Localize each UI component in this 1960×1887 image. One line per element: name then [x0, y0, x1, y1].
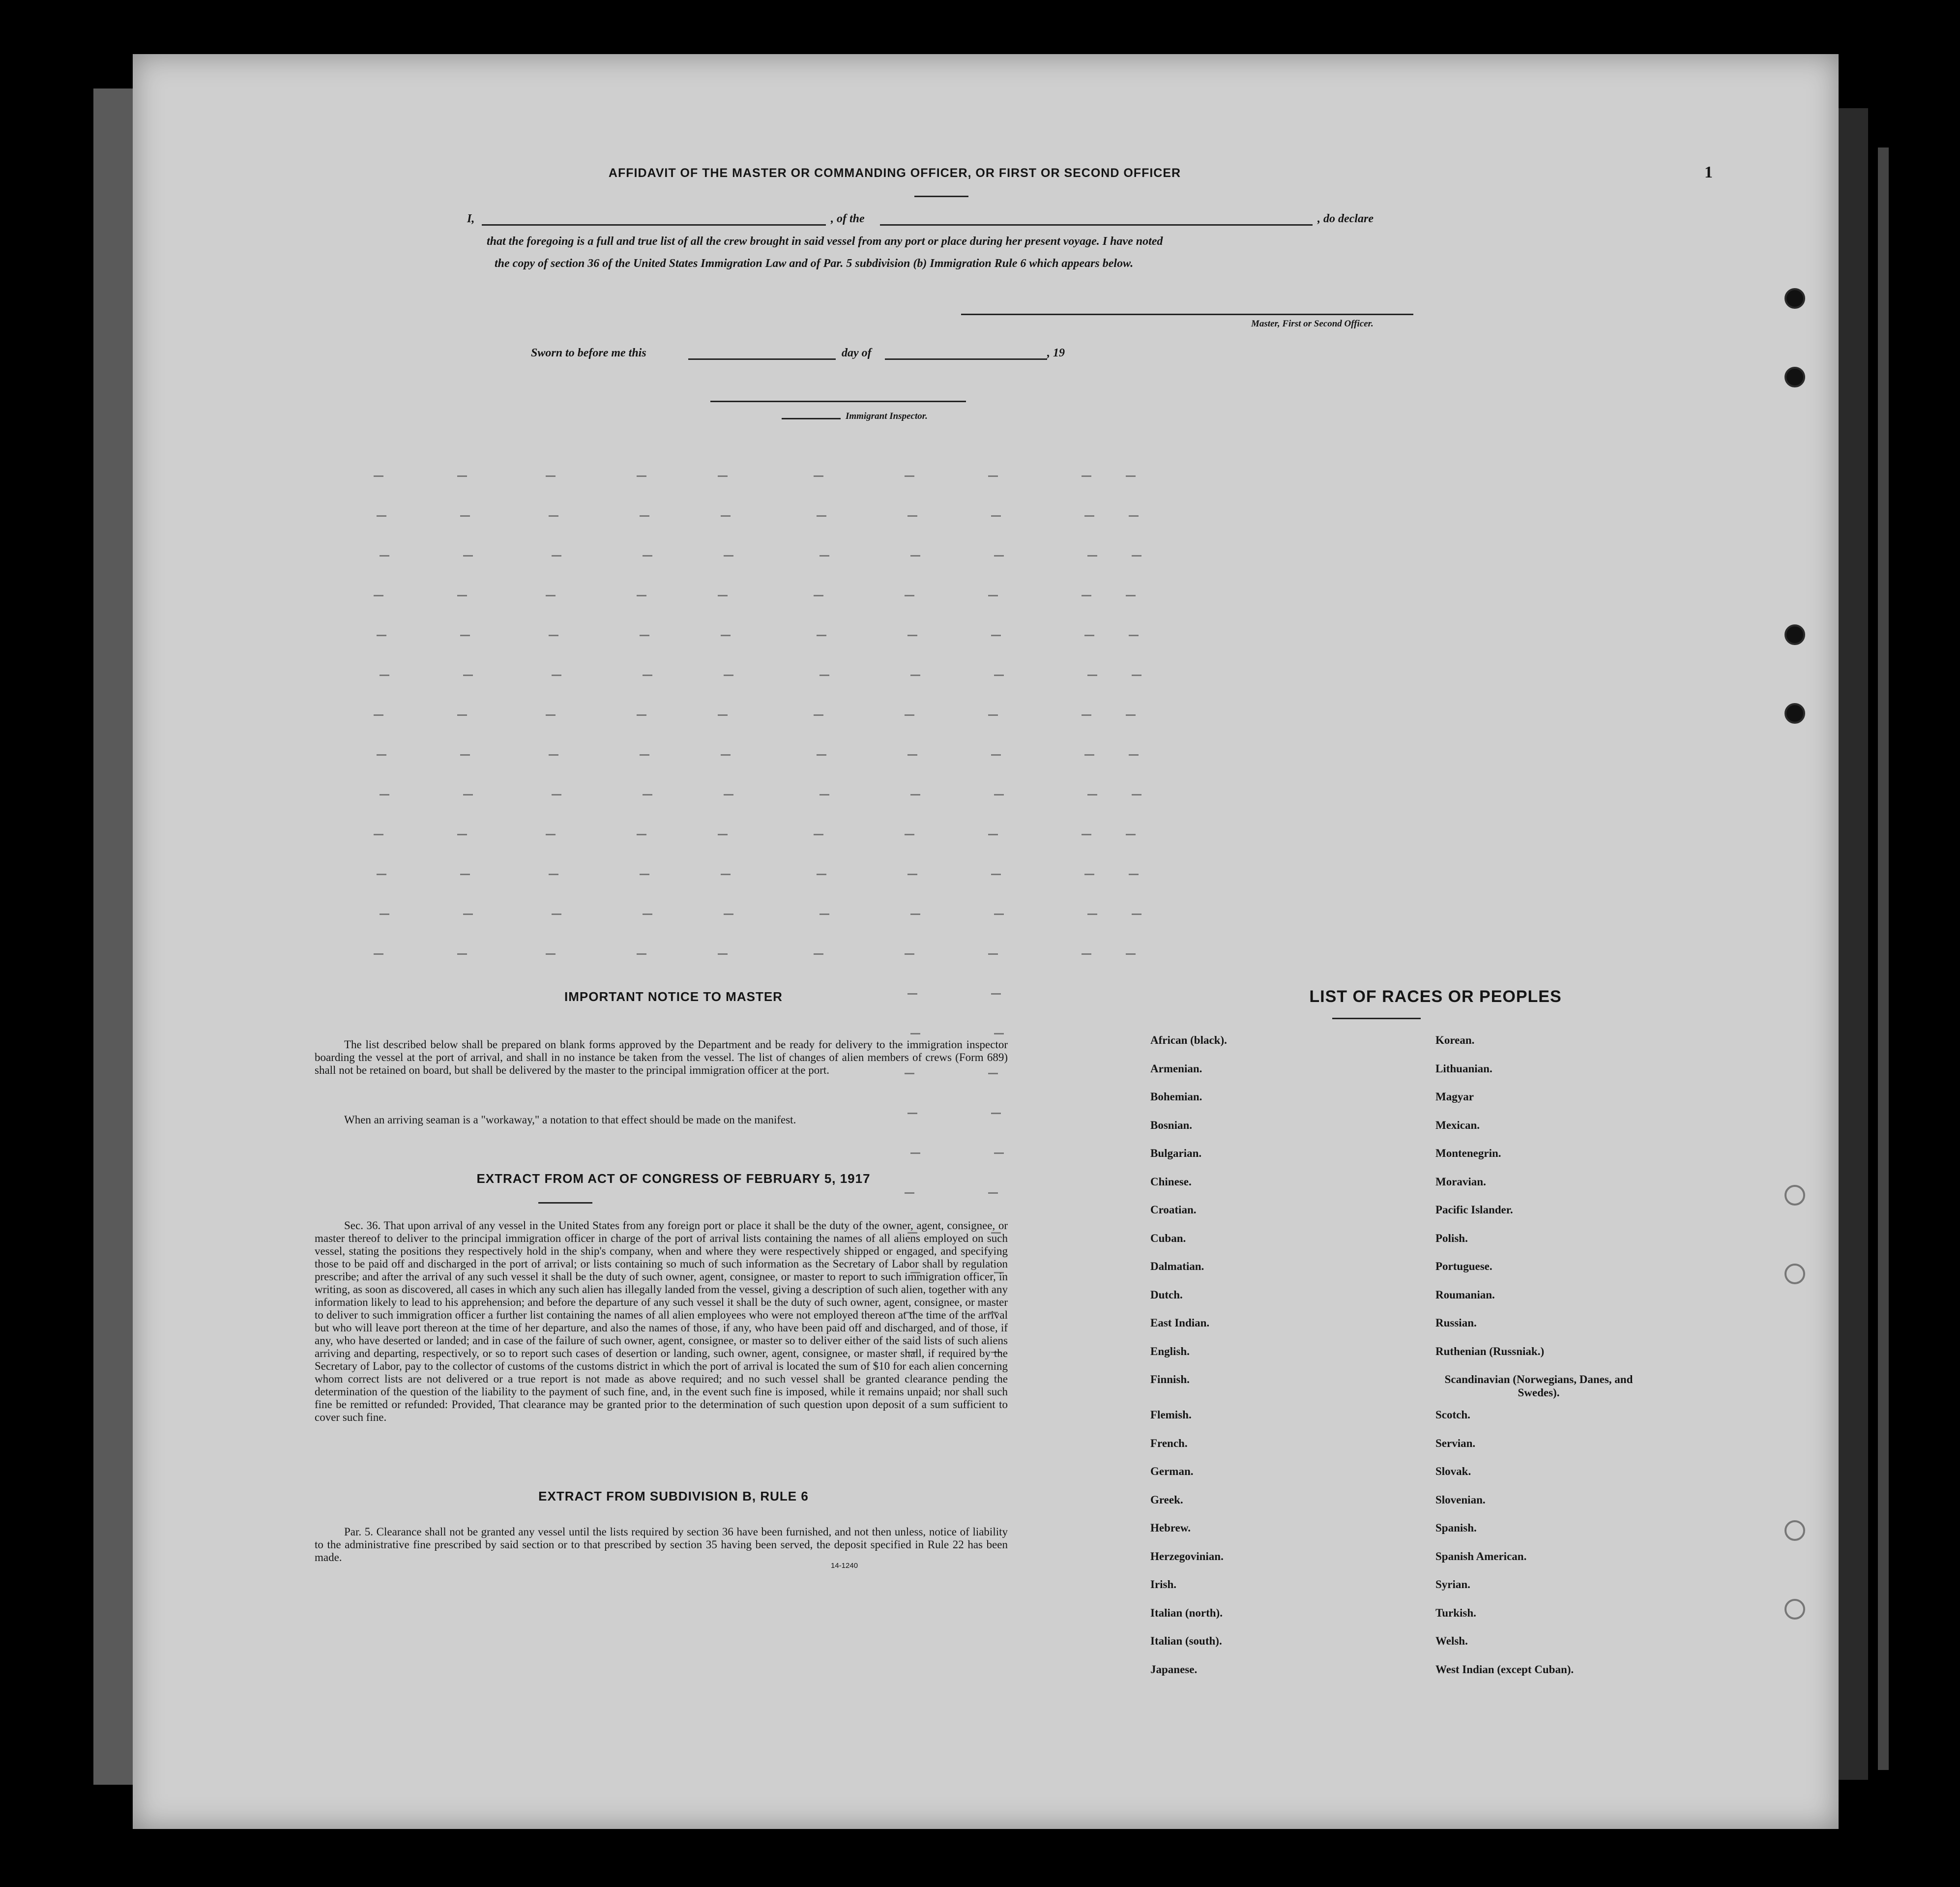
inspector-short-line [782, 418, 841, 419]
race-item: Italian (south). [1150, 1635, 1222, 1647]
race-item: Flemish. [1150, 1409, 1192, 1421]
page-number: 1 [1704, 163, 1713, 181]
affidavit-title: AFFIDAVIT OF THE MASTER OR COMMANDING OFFICER, OR FIRST OR SECOND OFFICER [608, 166, 1181, 180]
inspector-label: Immigrant Inspector. [846, 411, 928, 421]
race-item: Lithuanian. [1435, 1062, 1492, 1075]
race-item: Italian (north). [1150, 1606, 1223, 1619]
sworn-month-blank [885, 358, 1047, 360]
binder-hole [1784, 703, 1805, 724]
ditto-mark [1126, 834, 1136, 835]
ditto-mark [380, 675, 389, 676]
ditto-mark [377, 874, 386, 875]
ditto-mark [718, 714, 728, 716]
ditto-mark [463, 675, 473, 676]
race-item: Scandinavian (Norwegians, Danes, and Swedes). [1444, 1373, 1633, 1399]
ditto-mark [819, 675, 829, 676]
ditto-mark [457, 953, 467, 955]
race-item: Irish. [1150, 1578, 1177, 1591]
ditto-mark [994, 555, 1004, 557]
ditto-mark [637, 953, 646, 955]
ditto-mark [907, 515, 917, 517]
ditto-mark [1126, 953, 1136, 955]
declaration-text-2: the copy of section 36 of the United States Immigration Law and of Par. 5 subdivision (b) Immigration Rule 6 which appears below. [495, 257, 1134, 270]
race-item: Korean. [1435, 1034, 1475, 1046]
races-title: LIST OF RACES OR PEOPLES [1309, 987, 1562, 1006]
ditto-mark [1129, 874, 1139, 875]
ditto-mark [640, 635, 649, 636]
race-item: Polish. [1435, 1232, 1468, 1244]
race-item: Slovenian. [1435, 1493, 1486, 1506]
ditto-mark [721, 635, 731, 636]
ditto-mark [905, 953, 914, 955]
ditto-mark [991, 635, 1001, 636]
notice-paragraph-1: The list described below shall be prepared on blank forms approved by the Department and be ready for delivery to the immigration inspector boarding the vessel at the port of arrival, and shall in no instance be taken from the vessel. The list of changes of alien members of crews (Form 689) shall not be retained on board, but shall be delivered by the master to the principal immigration officer at the port. [315, 1038, 1008, 1076]
race-item: Ruthenian (Russniak.) [1435, 1345, 1545, 1357]
ditto-mark [994, 914, 1004, 915]
ditto-mark [994, 675, 1004, 676]
race-item: Russian. [1435, 1317, 1477, 1329]
race-item: Cuban. [1150, 1232, 1186, 1244]
ditto-mark [549, 635, 558, 636]
ditto-mark [1082, 714, 1091, 716]
race-item: Bosnian. [1150, 1119, 1193, 1131]
ditto-mark [374, 714, 383, 716]
ditto-mark [643, 675, 652, 676]
ditto-mark [817, 874, 826, 875]
race-item: English. [1150, 1345, 1190, 1357]
ditto-mark [1084, 754, 1094, 756]
ditto-mark [988, 834, 998, 835]
ditto-mark [1082, 953, 1091, 955]
ditto-mark [1084, 874, 1094, 875]
master-signature-line [961, 314, 1413, 315]
ditto-mark [910, 555, 920, 557]
ditto-mark [640, 754, 649, 756]
ditto-mark [819, 555, 829, 557]
ditto-mark [377, 754, 386, 756]
ditto-mark [814, 834, 823, 835]
race-item: Welsh. [1435, 1635, 1468, 1647]
race-item: Dalmatian. [1150, 1260, 1204, 1272]
ditto-mark [546, 595, 556, 596]
ditto-mark [910, 794, 920, 796]
races-underline [1332, 1018, 1421, 1019]
ditto-mark [380, 555, 389, 557]
race-item: Pacific Islander. [1435, 1204, 1513, 1216]
ditto-mark [637, 714, 646, 716]
sworn-date-blank [688, 358, 836, 360]
ditto-mark [1126, 595, 1136, 596]
ditto-mark [457, 595, 467, 596]
race-item: Herzegovinian. [1150, 1550, 1224, 1563]
ditto-mark [718, 475, 728, 477]
ditto-mark [546, 475, 556, 477]
race-item: Croatian. [1150, 1204, 1197, 1216]
vessel-name-blank [880, 224, 1313, 226]
ditto-mark [1082, 595, 1091, 596]
race-item: Portuguese. [1435, 1260, 1492, 1272]
ditto-mark [463, 794, 473, 796]
declare-line: I, , of the , do declare [467, 212, 1374, 225]
ditto-mark [905, 475, 914, 477]
ditto-mark [814, 595, 823, 596]
ditto-mark [549, 874, 558, 875]
ditto-mark [549, 515, 558, 517]
ditto-mark [991, 515, 1001, 517]
ditto-mark [991, 874, 1001, 875]
ditto-mark [546, 714, 556, 716]
race-item: Servian. [1435, 1437, 1476, 1449]
ditto-mark [1129, 515, 1139, 517]
ditto-mark [643, 794, 652, 796]
ditto-mark [910, 675, 920, 676]
ditto-mark [905, 714, 914, 716]
ditto-mark [907, 754, 917, 756]
ditto-mark [910, 914, 920, 915]
ditto-mark [380, 794, 389, 796]
ditto-mark [905, 595, 914, 596]
race-item: Greek. [1150, 1493, 1183, 1506]
ditto-mark [814, 475, 823, 477]
ditto-mark [814, 953, 823, 955]
ditto-mark [1126, 475, 1136, 477]
ditto-mark [457, 834, 467, 835]
race-item: Turkish. [1435, 1606, 1476, 1619]
race-item: Slovak. [1435, 1465, 1471, 1477]
manifest-page [133, 54, 1839, 1829]
ditto-mark [721, 515, 731, 517]
ditto-mark [374, 953, 383, 955]
ditto-mark [546, 953, 556, 955]
ditto-mark [907, 874, 917, 875]
ditto-mark [640, 515, 649, 517]
ditto-mark [552, 555, 561, 557]
ditto-mark [819, 914, 829, 915]
ditto-mark [1132, 914, 1141, 915]
ditto-mark [377, 515, 386, 517]
ditto-mark [814, 714, 823, 716]
race-item: Montenegrin. [1435, 1147, 1501, 1159]
ditto-mark [374, 595, 383, 596]
officer-name-blank [482, 224, 826, 226]
race-item: Dutch. [1150, 1288, 1183, 1301]
extract-rule-title: EXTRACT FROM SUBDIVISION B, RULE 6 [538, 1489, 809, 1504]
extract-act-underline [538, 1202, 592, 1204]
ditto-mark [1129, 635, 1139, 636]
ditto-mark [817, 635, 826, 636]
ditto-mark [1132, 794, 1141, 796]
ditto-mark [988, 714, 998, 716]
ditto-mark [819, 794, 829, 796]
ditto-mark [718, 834, 728, 835]
ditto-mark [374, 475, 383, 477]
ditto-mark [724, 675, 733, 676]
ditto-mark [546, 834, 556, 835]
ditto-mark [718, 953, 728, 955]
ditto-mark [910, 1152, 920, 1154]
binder-hole [1784, 367, 1805, 387]
ditto-mark [1087, 675, 1097, 676]
inspector-signature-line [710, 401, 966, 402]
ditto-mark [374, 834, 383, 835]
ditto-mark [988, 475, 998, 477]
ditto-mark [721, 874, 731, 875]
race-item: German. [1150, 1465, 1194, 1477]
race-item: Bulgarian. [1150, 1147, 1202, 1159]
race-item: Spanish. [1435, 1522, 1477, 1534]
race-item: Finnish. [1150, 1373, 1190, 1386]
ditto-mark [643, 555, 652, 557]
ditto-mark [1132, 555, 1141, 557]
ditto-mark [380, 914, 389, 915]
ditto-mark [988, 953, 998, 955]
ditto-mark [994, 794, 1004, 796]
ditto-mark [1082, 834, 1091, 835]
ditto-mark [724, 555, 733, 557]
ditto-mark [549, 754, 558, 756]
ditto-mark [637, 475, 646, 477]
ditto-mark [1129, 754, 1139, 756]
notice-paragraph-2: When an arriving seaman is a "workaway," a notation to that effect should be made on the manifest. [344, 1114, 796, 1126]
race-item: East Indian. [1150, 1317, 1210, 1329]
extract-act-title: EXTRACT FROM ACT OF CONGRESS OF FEBRUARY 5, 1917 [476, 1171, 871, 1186]
ditto-mark [1082, 475, 1091, 477]
ditto-mark [637, 834, 646, 835]
ditto-mark [377, 635, 386, 636]
ditto-mark [460, 874, 470, 875]
extract-rule-body: Par. 5. Clearance shall not be granted any vessel until the lists required by section 36 have been furnished, and not then unless, notice of liability to the administrative fine prescribed by said section or to that prescribed by section 35 having been served, the deposit specified in Rule 22 has been made. [315, 1526, 1008, 1563]
sworn-line: Sworn to before me this day of , 19 [531, 347, 1065, 359]
form-number: 14-1240 [831, 1562, 858, 1570]
binder-hole [1784, 1520, 1805, 1541]
binder-hole [1784, 288, 1805, 309]
ditto-mark [988, 595, 998, 596]
race-item: West Indian (except Cuban). [1435, 1663, 1574, 1676]
race-item: Bohemian. [1150, 1091, 1202, 1103]
ditto-mark [463, 555, 473, 557]
ditto-mark [457, 714, 467, 716]
ditto-mark [643, 914, 652, 915]
race-item: Spanish American. [1435, 1550, 1527, 1563]
ditto-mark [721, 754, 731, 756]
ditto-mark [460, 754, 470, 756]
ditto-mark [991, 754, 1001, 756]
race-item: Scotch. [1435, 1409, 1470, 1421]
binding-edge [1839, 108, 1868, 1780]
ditto-mark [640, 874, 649, 875]
ditto-mark [910, 1033, 920, 1034]
ditto-mark [552, 794, 561, 796]
race-item: Armenian. [1150, 1062, 1202, 1075]
ditto-mark [724, 794, 733, 796]
race-item: Moravian. [1435, 1175, 1486, 1188]
race-item: African (black). [1150, 1034, 1227, 1046]
ditto-mark [988, 1192, 998, 1194]
binder-hole [1784, 1264, 1805, 1284]
master-label: Master, First or Second Officer. [1251, 319, 1374, 329]
ditto-mark [994, 1033, 1004, 1034]
ditto-mark [460, 515, 470, 517]
ditto-mark [991, 993, 1001, 995]
ditto-mark [724, 914, 733, 915]
ditto-mark [1087, 794, 1097, 796]
race-item: Japanese. [1150, 1663, 1198, 1676]
title-underline [914, 196, 968, 197]
extract-act-body: Sec. 36. That upon arrival of any vessel in the United States from any foreign port or place it shall be the duty of the owner, agent, consignee, or master thereof to deliver to the principal immigration officer in charge of the port of arrival lists containing the names of all aliens employed on such vessel, stating the positions they respectively hold in the ship's company, when and where they were respectively shipped or engaged, and specifying those to be paid off and discharged in the port of arrival; or lists containing so much of such information as the Secretary of Labor shall by regulation prescribe; and after the arrival of any such vessel it shall be the duty of such owner, agent, consignee, or master to report to such immigration officer, in writing, as soon as discovered, all cases in which any such alien has illegally landed from the vessel, giving a description of such alien, together with any information likely to lead to his apprehension; and before the departure of any such vessel it shall be the duty of such owner, agent, consignee, or master to deliver to such immigration officer a further list containing the names of all alien employees who were not employed thereon at the time of the arrival but who will leave port thereon at the time of her departure, and also the names of those, if any, who have been paid off and discharged, and of those, if any, who have deserted or landed; and in case of the failure of such owner, agent, consignee, or master so to deliver either of the said lists of such aliens arriving and departing, respectively, or so to report such cases of desertion or landing, such owner, agent, consignee, or master shall, if required by the Secretary of Labor, pay to the collector of customs of the customs district in which the port of arrival is located the sum of $10 for each alien concerning whom correct lists are not delivered or a true report is not made as above required; and no such vessel shall be granted clearance pending the determination of the question of the liability to the payment of such fine, and, in the event such fine is imposed, while it remains unpaid; nor shall such fine be remitted or refunded: Provided, That clearance may be granted prior to the determination of such question upon deposit of a sum sufficient to cover such fine. [315, 1219, 1008, 1423]
race-item: Chinese. [1150, 1175, 1192, 1188]
race-item: Magyar [1435, 1091, 1474, 1103]
ditto-mark [552, 675, 561, 676]
ditto-mark [457, 475, 467, 477]
ditto-mark [1084, 515, 1094, 517]
binder-hole [1784, 1185, 1805, 1206]
ditto-mark [1087, 555, 1097, 557]
race-item: Roumanian. [1435, 1288, 1495, 1301]
ditto-mark [637, 595, 646, 596]
ditto-mark [552, 914, 561, 915]
ditto-mark [1084, 635, 1094, 636]
ditto-mark [463, 914, 473, 915]
ditto-mark [905, 1192, 914, 1194]
ditto-mark [718, 595, 728, 596]
notice-title: IMPORTANT NOTICE TO MASTER [564, 989, 783, 1004]
ditto-mark [1126, 714, 1136, 716]
binder-hole [1784, 624, 1805, 645]
binding-edge-outer [1878, 147, 1889, 1770]
race-item: French. [1150, 1437, 1188, 1449]
ditto-mark [1132, 675, 1141, 676]
race-item: Syrian. [1435, 1578, 1470, 1591]
ditto-mark [1087, 914, 1097, 915]
race-item: Mexican. [1435, 1119, 1480, 1131]
ditto-mark [907, 635, 917, 636]
ditto-mark [994, 1152, 1004, 1154]
race-item: Hebrew. [1150, 1522, 1191, 1534]
binder-hole [1784, 1599, 1805, 1620]
ditto-mark [817, 515, 826, 517]
declaration-text-1: that the foregoing is a full and true list of all the crew brought in said vessel from any port or place during her present voyage. I have noted [487, 235, 1163, 248]
ditto-mark [817, 754, 826, 756]
ditto-mark [460, 635, 470, 636]
ditto-mark [905, 834, 914, 835]
